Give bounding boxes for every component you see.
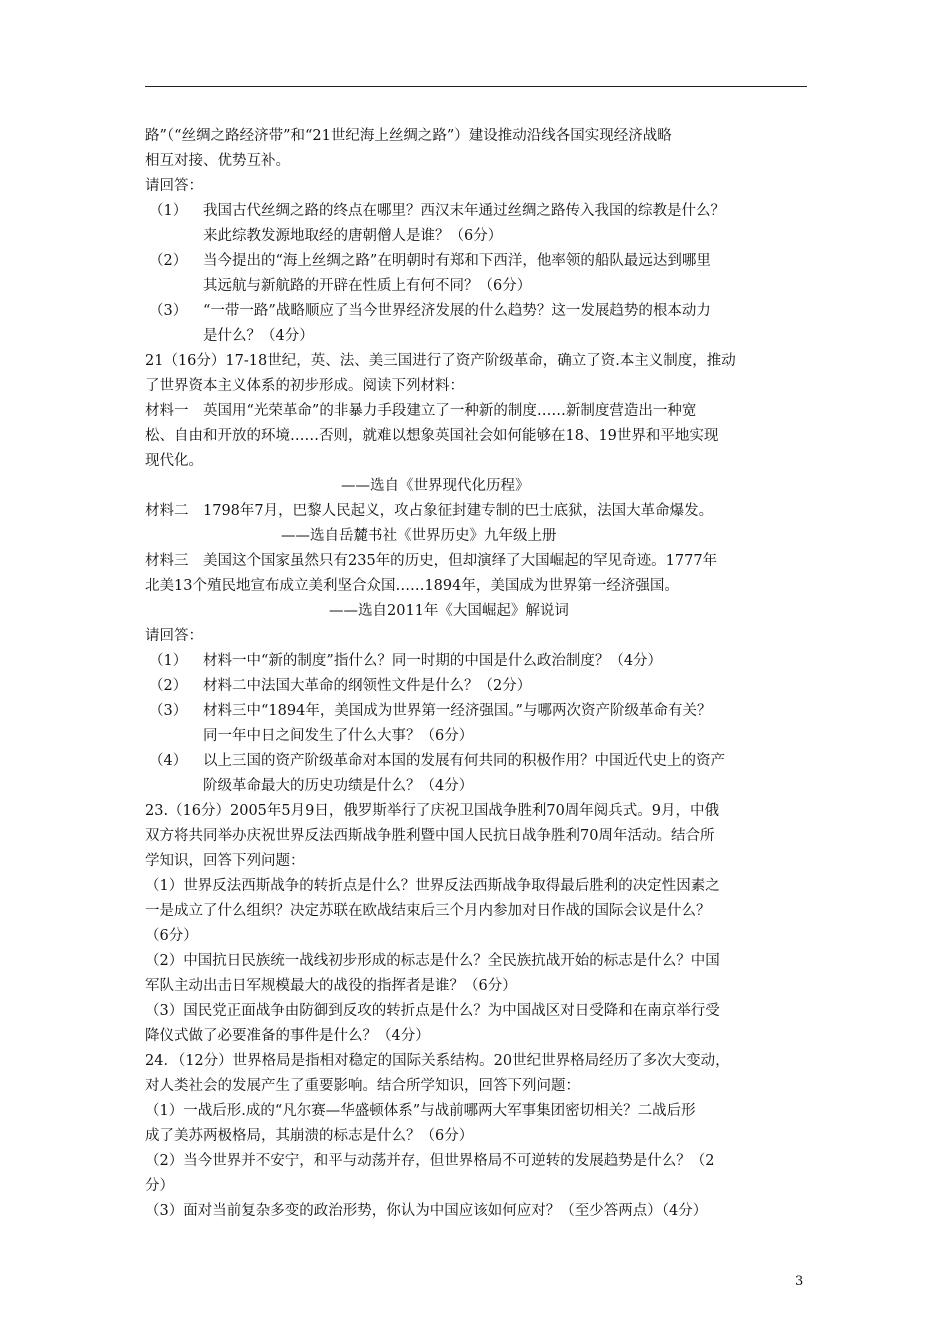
material-1-line: 现代化。 xyxy=(145,453,203,469)
q23-line: （2）中国抗日民族统一战线初步形成的标志是什么？全民族抗战开始的标志是什么？中国 xyxy=(145,953,720,969)
q23-line: 降仪式做了必要准备的事件是什么？（4分） xyxy=(145,1028,430,1044)
q23-line: 学知识，回答下列问题： xyxy=(145,853,305,869)
item-number: （1） xyxy=(149,203,188,219)
item-line: 同一年中日之间发生了什么大事？（6分） xyxy=(203,728,474,744)
item-number: （1） xyxy=(149,653,188,669)
item-number: （3） xyxy=(149,703,188,719)
material-3-source: ——选自2011年《大国崛起》解说词 xyxy=(329,603,569,619)
q24-line: （1）一战后形.成的“凡尔赛—华盛顿体系”与战前哪两大军事集团密切相关？二战后形 xyxy=(145,1103,696,1119)
q24-line: （2）当今世界并不安宁，和平与动荡并存，但世界格局不可逆转的发展趋势是什么？（2 xyxy=(145,1153,715,1169)
document-body xyxy=(145,124,809,1224)
q23-line: （3）国民党正面战争由防御到反攻的转折点是什么？为中国战区对日受降和在南京举行受 xyxy=(145,1003,720,1019)
q23-line: 双方将共同举办庆祝世界反法西斯战争胜利暨中国人民抗日战争胜利70周年活动。结合所 xyxy=(145,828,715,844)
item-line: 材料一中“新的制度”指什么？同一时期的中国是什么政治制度？（4分） xyxy=(203,653,663,669)
q20-item-3 xyxy=(145,299,809,349)
material-1-line: 松、自由和开放的环境……否则，就难以想象英国社会如何能够在18、19世界和平地实现 xyxy=(145,428,719,444)
material-1-source: ——选自《世界现代化历程》 xyxy=(341,478,530,494)
answer-prompt: 请回答： xyxy=(145,628,203,644)
q24-line: 24．（12分）世界格局是指相对稳定的国际关系结构。20世纪世界格局经历了多次大变动， xyxy=(145,1053,730,1069)
q23-line: 军队主动出击日军规模最大的战役的指挥者是谁？（6分） xyxy=(145,978,517,994)
answer-prompt: 请回答： xyxy=(145,178,203,194)
item-number: （2） xyxy=(149,253,188,269)
q21-item-2 xyxy=(145,674,809,699)
item-number: （3） xyxy=(149,303,188,319)
item-line: 来此综教发源地取经的唐朝僧人是谁？（6分） xyxy=(203,228,503,244)
q20-item-2 xyxy=(145,249,809,299)
intro-line-1: 路”（“丝绸之路经济带”和“21世纪海上丝绸之路”）建设推动沿线各国实现经济战略 xyxy=(145,128,672,144)
material-2-line: 材料二 1798年7月，巴黎人民起义，攻占象征封建专制的巴士底狱，法国大革命爆发。 xyxy=(145,503,714,519)
q23-line: 23.（16分）2005年5月9日，俄罗斯举行了庆祝卫国战争胜利70周年阅兵式。9月，中俄 xyxy=(145,803,720,819)
item-line: 我国古代丝绸之路的终点在哪里？西汉末年通过丝绸之路传入我国的综教是什么？ xyxy=(203,203,725,219)
page-number: 3 xyxy=(795,1274,804,1289)
q23-line: （6分） xyxy=(145,928,198,944)
item-line: 阶级革命最大的历史功绩是什么？（4分） xyxy=(203,778,474,794)
item-line: 当今提出的“海上丝绸之路”在明朝时有郑和下西洋，他率领的船队最远达到哪里 xyxy=(203,253,711,269)
q21-intro-line: 21（16分）17-18世纪，英、法、美三国进行了资产阶级革命，确立了资.本主义制度，推动 xyxy=(145,353,736,369)
item-line: 以上三国的资产阶级革命对本国的发展有何共同的积极作用？中国近代史上的资产 xyxy=(203,753,725,769)
material-1-line: 材料一 英国用“光荣革命”的非暴力手段建立了一种新的制度……新制度营造出一种宽 xyxy=(145,403,697,419)
q21-item-1 xyxy=(145,649,809,674)
intro-line-2: 相互对接、优势互补。 xyxy=(145,153,290,169)
q24-line: 分） xyxy=(145,1178,174,1194)
item-line: “一带一路”战略顺应了当今世界经济发展的什么趋势？这一发展趋势的根本动力 xyxy=(203,303,711,319)
item-line: 材料二中法国大革命的纲领性文件是什么？（2分） xyxy=(203,678,532,694)
q21-intro-line: 了世界资本主义体系的初步形成。阅读下列材料： xyxy=(145,378,464,394)
material-3-line: 北美13个殖民地宣布成立美利坚合众国……1894年，美国成为世界第一经济强国。 xyxy=(145,578,679,594)
material-3-line: 材料三 美国这个国家虽然只有235年的历史，但却演绎了大国崛起的罕见奇迹。1777年 xyxy=(145,553,718,569)
q24-line: 对人类社会的发展产生了重要影响。结合所学知识，回答下列问题： xyxy=(145,1078,580,1094)
item-line: 其远航与新航路的开辟在性质上有何不同？（6分） xyxy=(203,278,532,294)
q21-item-4 xyxy=(145,749,809,799)
q24-line: 成了美苏两极格局，其崩溃的标志是什么？（6分） xyxy=(145,1128,474,1144)
item-number: （4） xyxy=(149,753,188,769)
q21-item-3 xyxy=(145,699,809,749)
item-line: 是什么？（4分） xyxy=(203,328,314,344)
q23-line: 一是成立了什么组织？决定苏联在欧战结束后三个月内参加对日作战的国际会议是什么？ xyxy=(145,903,711,919)
item-line: 材料三中“1894年，美国成为世界第一经济强国。”与哪两次资产阶级革命有关？ xyxy=(203,703,712,719)
q20-item-1 xyxy=(145,199,809,249)
material-2-source: ——选自岳麓书社《世界历史》九年级上册 xyxy=(281,528,557,544)
item-number: （2） xyxy=(149,678,188,694)
header-rule xyxy=(145,86,807,87)
q24-line: （3）面对当前复杂多变的政治形势，你认为中国应该如何应对？（至少答两点）（4分） xyxy=(145,1203,708,1219)
q23-line: （1）世界反法西斯战争的转折点是什么？世界反法西斯战争取得最后胜利的决定性因素之 xyxy=(145,878,720,894)
